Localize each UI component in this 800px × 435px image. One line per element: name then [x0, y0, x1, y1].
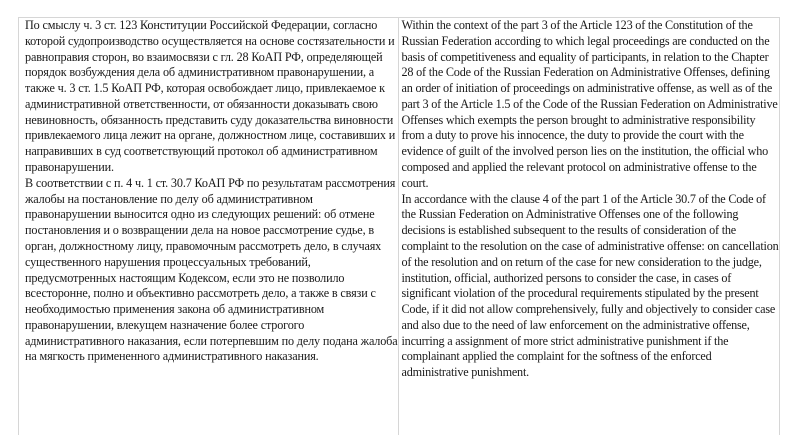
english-paragraph-1: Within the context of the part 3 of the Article 123 of the Constitution of the Russian Federation according to which legal proceedings are conducted on the basis of competitiveness and equality of participants, in relation to the Chapter 28 of the Code of the Russian Federation on Administrative Offenses, defining an order of initiation of proceedings on administrative offense, as well as of the part 3 of the Article 1.5 of the Code of the Russian Federation on Administrative Offenses which exempts the person brought to administrative responsibility from a duty to prove his innocence, the duty to provide the court with the evidence of guilt of the involved person lies on the institution, the official who composed and applied the relevant protocol on administrative offense to the court. — [401, 18, 778, 190]
russian-paragraph-2: В соответствии с п. 4 ч. 1 ст. 30.7 КоАП РФ по результатам рассмотрения жалобы на постановление по делу об административном правонарушении выносится одно из следующих решений: об отмене постановления и о возвращении дела на новое рассмотрение судье, в орган, должностному лицу, правомочным рассмотреть дело, в случаях существенного нарушения процессуальных требований, предусмотренных настоящим Кодексом, если это не позволило всесторонне, полно и объективно рассмотреть дело, а также в связи с необходимостью применения закона об административном правонарушении, влекущем назначение более строгого административного наказания, если потерпевшим по делу подана жалоба на мягкость примененного административного наказания. — [25, 175, 398, 364]
russian-paragraph-1: По смыслу ч. 3 ст. 123 Конституции Российской Федерации, согласно которой судопроизводство осуществляется на основе состязательности и равноправия сторон, во взаимосвязи с гл. 28 КоАП РФ, определяющей порядок возбуждения дела об административном правонарушении, а также ч. 3 ст. 1.5 КоАП РФ, которая освобождает лицо, привлекаемое к административной ответственности, от обязанности доказывать свою невиновность, обязанность представить суду доказательства виновности привлекаемого лица лежит на органе, должностном лице, составивших и направивших в суд соответствующий протокол об административном правонарушении. — [25, 18, 396, 175]
english-paragraph-2: In accordance with the clause 4 of the part 1 of the Article 30.7 of the Code of the Russian Federation on Administrative Offenses one of the following decisions is established subsequent to the results of consideration of the complaint to the resolution on the case of administrative offense: on cancellation of the resolution and on return of the case for new consideration to the judge, institution, official, authorized persons to consider the case, in cases of significant violation of the procedural requirements stipulated by the present Code, if it did not allow comprehensively, fully and objectively to consider case and also due to the need of law enforcement on the administrative offense, incurring a assignment of more strict administrative punishment if the complainant applied the complaint for the softness of the enforced administrative punishment. — [401, 191, 779, 380]
english-text-column — [399, 18, 781, 435]
bilingual-text-table — [18, 17, 780, 435]
russian-text-column — [19, 18, 399, 435]
